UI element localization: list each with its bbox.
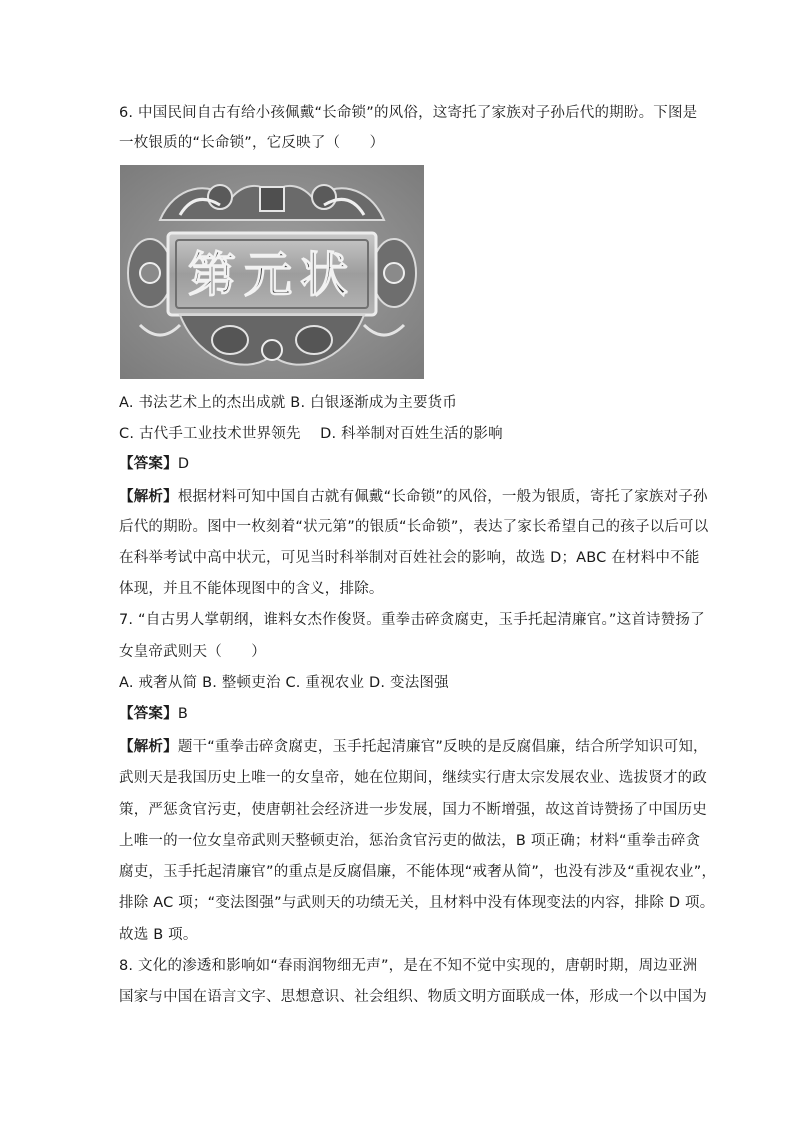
q7-analysis-line-6: 排除 AC 项；“变法图强”与武则天的功绩无关，且材料中没有体现变法的内容，排除 D 项。 bbox=[119, 895, 715, 911]
q8-stem-line-2: 国家与中国在语言文字、思想意识、社会组织、物质文明方面联成一体，形成一个以中国为 bbox=[119, 989, 707, 1005]
q8-stem-line-1: 8. 文化的渗透和影响如“春雨润物细无声”，是在不知不觉中实现的，唐朝时期，周边亚洲 bbox=[119, 958, 698, 974]
q6-stem-line-1: 6. 中国民间自古有给小孩佩戴“长命锁”的风俗，这寄托了家族对子孙后代的期盼。下图是 bbox=[119, 105, 698, 121]
q7-answer bbox=[119, 704, 679, 724]
q7-stem-line-2: 女皇帝武则天（ ） bbox=[119, 644, 266, 660]
longevity-lock-illustration bbox=[120, 165, 424, 379]
analysis-text: 题干“重拳击碎贪腐吏，玉手托起清廉官”反映的是反腐倡廉，结合所学知识可知， bbox=[177, 739, 708, 755]
answer-value: B bbox=[177, 706, 188, 722]
answer-value: D bbox=[177, 456, 190, 472]
q7-options: A. 戒奢从简 B. 整顿吏治 C. 重视农业 D. 变法图强 bbox=[119, 675, 449, 691]
q7-analysis-line-1 bbox=[119, 737, 708, 757]
q7-analysis-line-7: 故选 B 项。 bbox=[119, 927, 198, 943]
plaque-inscription: 第元状 bbox=[187, 247, 357, 303]
analysis-label: 【解析】 bbox=[119, 489, 178, 505]
q7-analysis-line-5: 腐吏，玉手托起清廉官”的重点是反腐倡廉，不能体现“戒奢从简”，也没有涉及“重视农业”， bbox=[119, 864, 717, 880]
q6-analysis-line-4: 体现，并且不能体现图中的含义，排除。 bbox=[119, 581, 384, 597]
analysis-label: 【解析】 bbox=[119, 739, 178, 755]
silver-longevity-lock-image bbox=[120, 165, 424, 379]
q6-analysis-line-2: 后代的期盼。图中一枚刻着“状元第”的银质“长命锁”，表达了家长希望自己的孩子以后可以 bbox=[119, 519, 709, 535]
answer-label: 【答案】 bbox=[119, 456, 178, 472]
q6-options-ab: A. 书法艺术上的杰出成就 B. 白银逐渐成为主要货币 bbox=[119, 395, 458, 411]
q6-options-cd: C. 古代手工业技术世界领先 D. 科举制对百姓生活的影响 bbox=[119, 426, 503, 442]
q6-stem-line-2: 一枚银质的“长命锁”，它反映了（ ） bbox=[119, 135, 385, 151]
analysis-text: 根据材料可知中国自古就有佩戴“长命锁”的风俗，一般为银质，寄托了家族对子孙 bbox=[177, 489, 708, 505]
q7-analysis-line-3: 策，严惩贪官污吏，使唐朝社会经济进一步发展，国力不断增强，故这首诗赞扬了中国历史 bbox=[119, 802, 707, 818]
q6-answer bbox=[119, 454, 679, 474]
q6-analysis-line-3: 在科举考试中高中状元，可见当时科举制对百姓社会的影响，故选 D；ABC 在材料中不能 bbox=[119, 550, 700, 566]
q7-analysis-line-2: 武则天是我国历史上唯一的女皇帝，她在位期间，继续实行唐太宗发展农业、选拔贤才的政 bbox=[119, 770, 707, 786]
q7-stem-line-1: 7. “自古男人掌朝纲，谁料女杰作俊贤。重拳击碎贪腐吏，玉手托起清廉官。”这首诗赞扬了 bbox=[119, 612, 705, 628]
q6-analysis-line-1 bbox=[119, 487, 708, 507]
q7-analysis-line-4: 上唯一的一位女皇帝武则天整顿吏治，惩治贪官污吏的做法，B 项正确；材料“重拳击碎贪 bbox=[119, 833, 701, 849]
answer-label: 【答案】 bbox=[119, 706, 178, 722]
